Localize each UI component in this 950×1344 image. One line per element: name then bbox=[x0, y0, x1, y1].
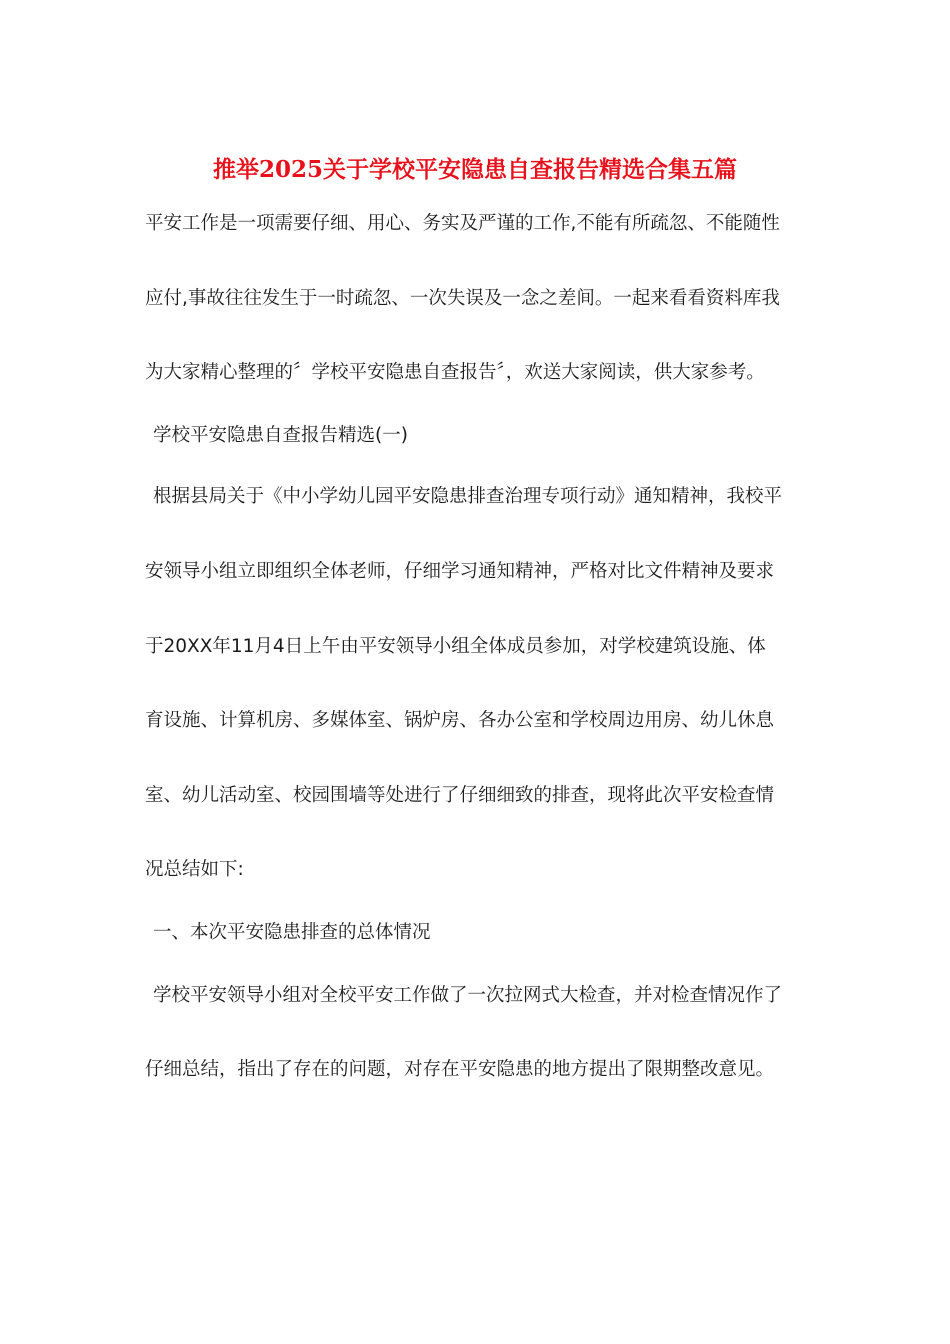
document-title: 推举2025关于学校平安隐患自查报告精选合集五篇 bbox=[212, 156, 737, 183]
paragraph-line: 根据县局关于《中小学幼儿园平安隐患排查治理专项行动》通知精神，我校平 bbox=[153, 486, 783, 507]
section-heading: 学校平安隐患自查报告精选(一) bbox=[153, 425, 408, 446]
paragraph-line: 仔细总结，指出了存在的问题，对存在平安隐患的地方提出了限期整改意见。 bbox=[145, 1059, 775, 1080]
paragraph-line: 平安工作是一项需要仔细、用心、务实及严谨的工作,不能有所疏忽、不能随性 bbox=[145, 213, 780, 234]
section-heading: 一、本次平安隐患排查的总体情况 bbox=[153, 922, 431, 943]
paragraph-line: 于20XX年11月4日上午由平安领导小组全体成员参加，对学校建筑设施、体 bbox=[145, 636, 766, 657]
paragraph-line: 为大家精心整理的〞学校平安隐患自查报告〞，欢送大家阅读，供大家参考。 bbox=[145, 362, 765, 383]
paragraph-line: 学校平安领导小组对全校平安工作做了一次拉网式大检查，并对检查情况作了 bbox=[153, 985, 783, 1006]
paragraph-line: 况总结如下: bbox=[145, 859, 244, 880]
paragraph-line: 应付,事故往往发生于一时疏忽、一次失误及一念之差间。一起来看看资料库我 bbox=[145, 288, 780, 309]
paragraph-line: 安领导小组立即组织全体老师，仔细学习通知精神，严格对比文件精神及要求 bbox=[145, 561, 775, 582]
paragraph-line: 育设施、计算机房、多媒体室、锅炉房、各办公室和学校周边用房、幼儿休息 bbox=[145, 710, 775, 731]
paragraph-line: 室、幼儿活动室、校园围墙等处进行了仔细细致的排查，现将此次平安检查情 bbox=[145, 785, 775, 806]
